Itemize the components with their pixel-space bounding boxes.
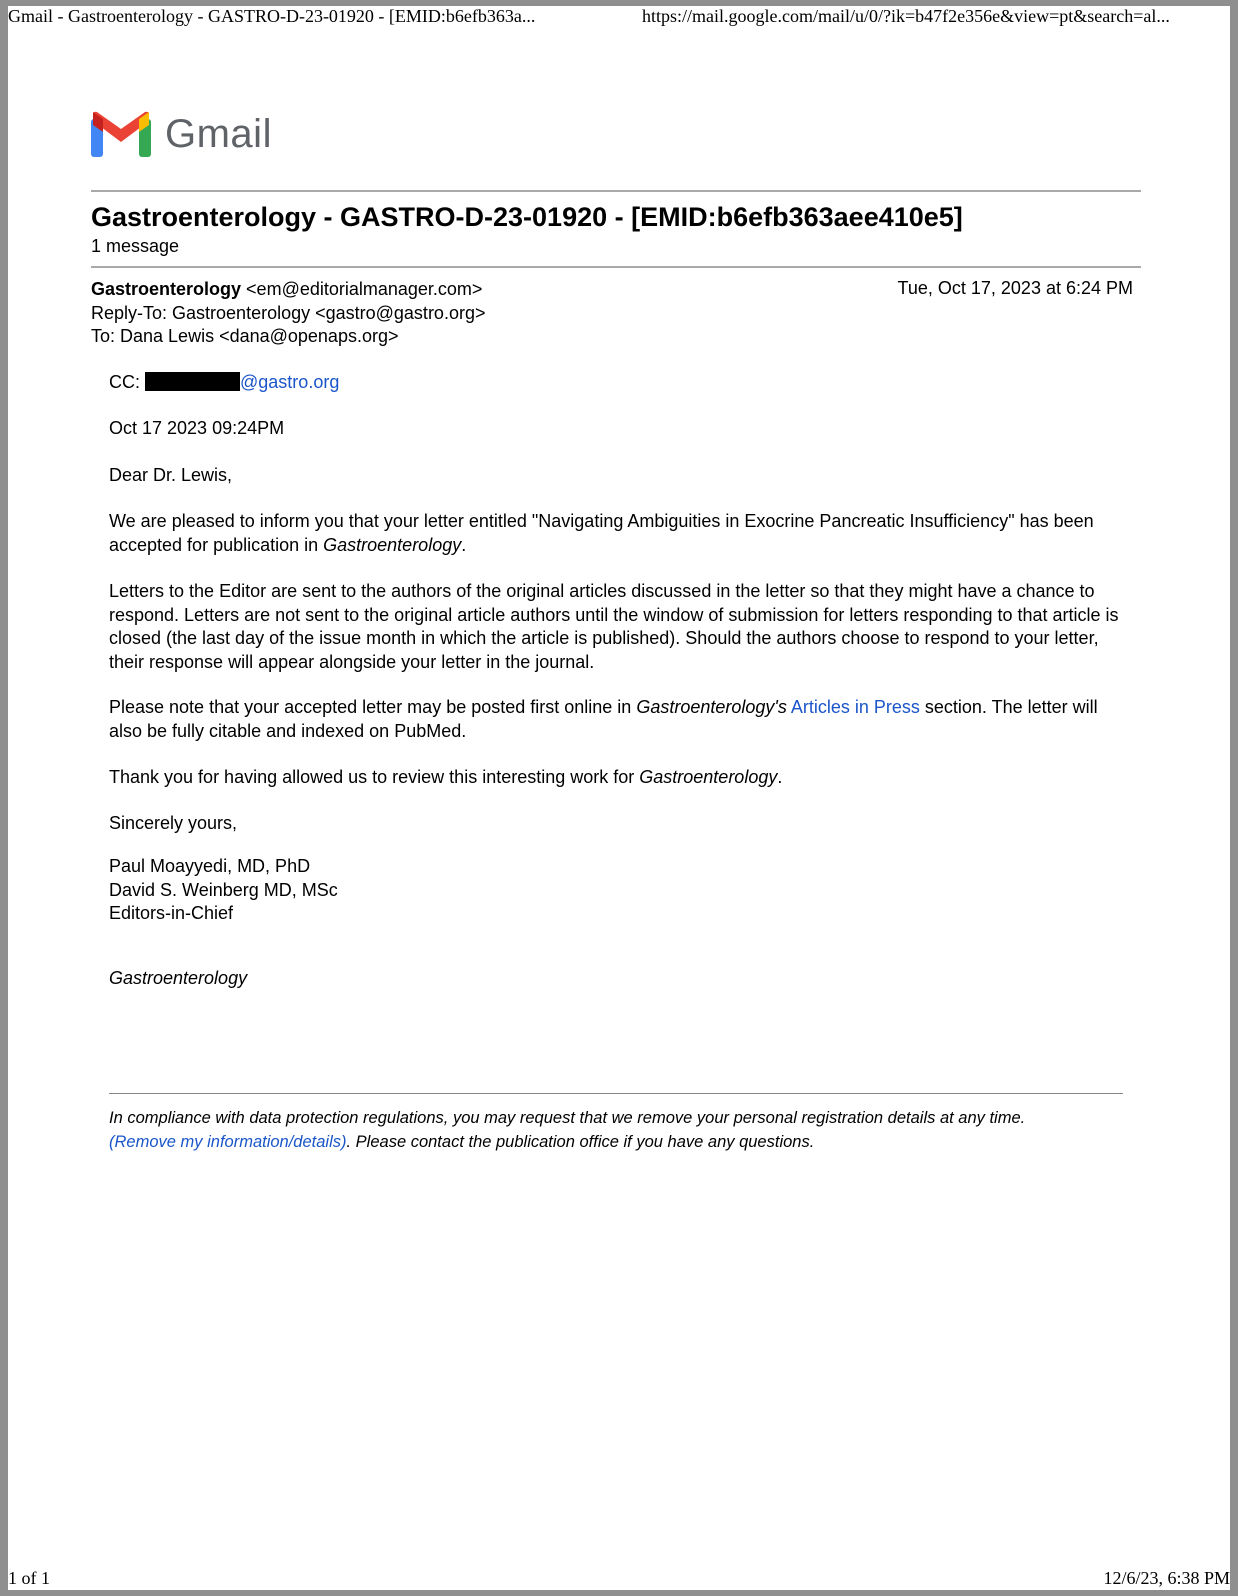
print-footer bbox=[8, 1568, 1230, 1590]
journal-signature bbox=[109, 967, 1129, 991]
print-header-url: https://mail.google.com/mail/u/0/?ik=b47f2e356e&view=pt&search=al... bbox=[642, 6, 1170, 26]
sender-email: <em@editorialmanager.com> bbox=[246, 279, 483, 299]
email-meta bbox=[91, 278, 485, 349]
redaction-box bbox=[145, 372, 240, 391]
signature-editor-2: David S. Weinberg MD, MSc bbox=[109, 879, 338, 900]
period: . bbox=[461, 534, 467, 555]
cc-line bbox=[109, 371, 1129, 395]
remove-info-link[interactable]: (Remove my information/details) bbox=[109, 1133, 347, 1151]
print-page bbox=[8, 6, 1230, 1590]
paragraph-acceptance-text: We are pleased to inform you that your letter entitled "Navigating Ambiguities in Exocrine Pancreatic Insufficiency" has been accepted for publication in bbox=[109, 511, 1094, 555]
print-timestamp: 12/6/23, 6:38 PM bbox=[1103, 1568, 1230, 1588]
footer-divider bbox=[109, 1093, 1123, 1094]
paragraph-thanks-text: Thank you for having allowed us to review this interesting work for bbox=[109, 767, 640, 787]
print-header-title: Gmail - Gastroenterology - GASTRO-D-23-01920 - [EMID:b6efb363a... bbox=[8, 6, 536, 26]
cc-email-link[interactable]: @gastro.org bbox=[240, 372, 340, 392]
paragraph-online-text-end: section. The letter will also be fully citable and indexed on PubMed. bbox=[109, 697, 1098, 741]
gmail-logo-text: Gmail bbox=[165, 111, 272, 156]
journal-name: Gastroenterology bbox=[639, 767, 778, 787]
paragraph-online-text: Please note that your accepted letter may be posted first online in bbox=[109, 697, 637, 717]
journal-name: Gastroenterology bbox=[323, 534, 462, 555]
journal-name: Gastroenterology's bbox=[636, 697, 787, 717]
paragraph-letters-policy: Letters to the Editor are sent to the authors of the original articles discussed in the letter so that they might have a chance to respond. Letters are not sent to the original article authors until the window of submission for letters responding to that article is closed (the last day of the issue month in which the article is published). Should the authors choose to respond to your letter, their response will appear alongside your letter in the journal. bbox=[109, 581, 1119, 672]
gmail-m-icon bbox=[91, 111, 151, 157]
paragraph-thanks bbox=[109, 766, 1129, 790]
articles-in-press-link[interactable]: Articles in Press bbox=[790, 697, 920, 717]
privacy-notice-contact: . Please contact the publication office if you have any questions. bbox=[346, 1133, 815, 1151]
privacy-notice-line1: In compliance with data protection regulations, you may request that we remove your personal registration details at any time. bbox=[109, 1109, 1026, 1127]
signature-editor-1: Paul Moayyedi, MD, PhD bbox=[109, 856, 311, 876]
cc-label: CC: bbox=[109, 372, 140, 392]
signature-block bbox=[109, 855, 1129, 926]
sender-line bbox=[91, 278, 485, 302]
message-timestamp: Oct 17 2023 09:24PM bbox=[109, 418, 285, 438]
reply-to-line: Reply-To: Gastroenterology <gastro@gastro.org> bbox=[91, 302, 486, 323]
sender-name: Gastroenterology bbox=[91, 279, 242, 299]
privacy-notice bbox=[109, 1106, 1129, 1154]
paragraph-acceptance bbox=[109, 510, 1129, 557]
page-number: 1 of 1 bbox=[8, 1568, 50, 1588]
print-header bbox=[8, 6, 1230, 30]
email-date: Tue, Oct 17, 2023 at 6:24 PM bbox=[897, 278, 1133, 298]
period: . bbox=[777, 767, 783, 787]
gmail-logo bbox=[91, 110, 272, 158]
email-subject: Gastroenterology - GASTRO-D-23-01920 - [EMID:b6efb363aee410e5] bbox=[91, 202, 963, 232]
journal-signature-text: Gastroenterology bbox=[109, 968, 248, 988]
closing: Sincerely yours, bbox=[109, 813, 238, 833]
privacy-notice-line2 bbox=[109, 1130, 1129, 1154]
to-line: To: Dana Lewis <dana@openaps.org> bbox=[91, 326, 399, 346]
greeting: Dear Dr. Lewis, bbox=[109, 465, 233, 485]
header-divider bbox=[91, 190, 1141, 192]
message-count: 1 message bbox=[91, 236, 180, 256]
signature-title: Editors-in-Chief bbox=[109, 903, 234, 923]
subject-divider bbox=[91, 266, 1141, 268]
paragraph-online bbox=[109, 696, 1129, 743]
